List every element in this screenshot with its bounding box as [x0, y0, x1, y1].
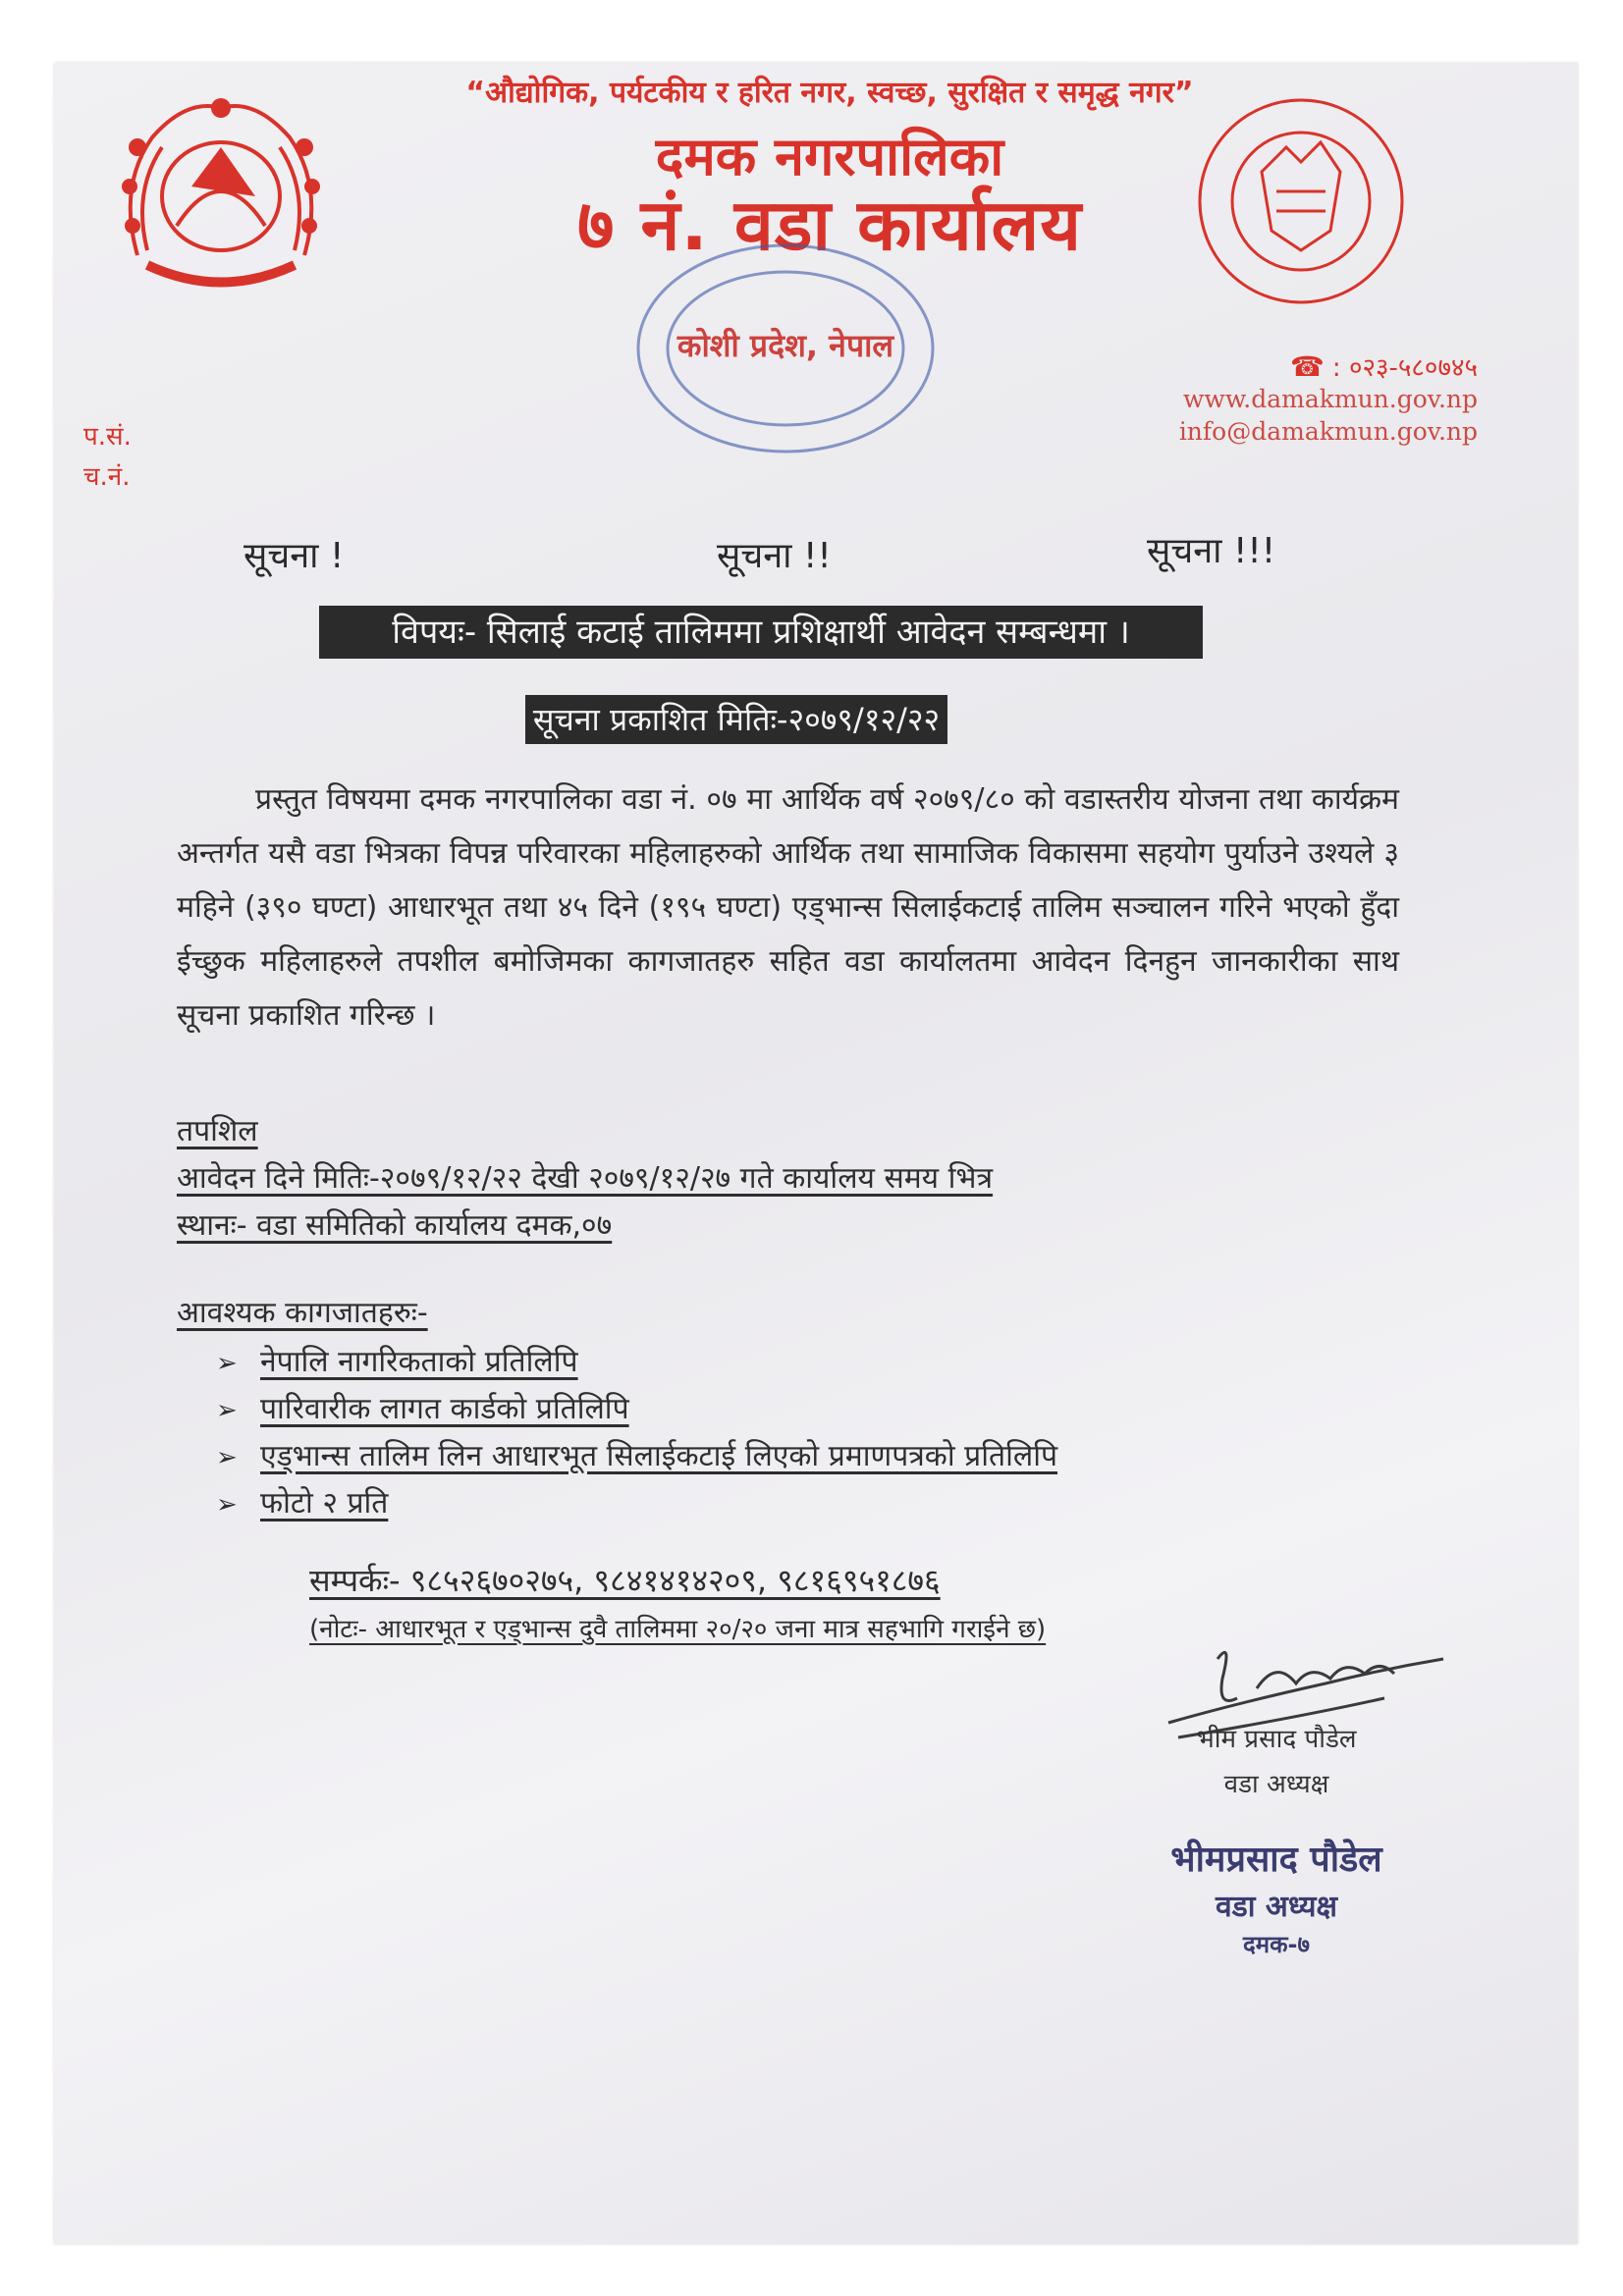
list-item: ➢ नेपालि नागरिकताको प्रतिलिपि [216, 1345, 578, 1379]
list-item: ➢ पारिवारीक लागत कार्डको प्रतिलिपि [216, 1392, 629, 1426]
notice-body: प्रस्तुत विषयमा दमक नगरपालिका वडा नं. ०७ मा आर्थिक वर्ष २०७९/८० को वडास्तरीय योजना तथा कार्यक्रम अन्तर्गत यसै वडा भित्रका विपन्न परिवारका महिलाहरुको आर्थिक तथा सामाजिक विकासमा सहयोग पुर्याउने उश्यले ३ महिने (३९० घण्टा) आधारभूत तथा ४५ दिने (१९५ घण्टा) एड्भान्स सिलाईकटाई तालिम सञ्चालन गरिने भएको हुँदा ईच्छुक महिलाहरुले तपशील बमोजिमका कागजातहरु सहित वडा कार्यालतमा आवेदन दिनहुन जानकारीका साथ सूचना प्रकाशित गरिन्छ । [177, 782, 1399, 1033]
damak-municipality-logo-icon [1193, 93, 1409, 309]
stamp-signer-name: भीमप्रसाद पौडेल [1170, 1840, 1382, 1880]
contact-numbers: सम्पर्कः- ९८५२६७०२७५, ९८४१४१४२०९, ९८१६९५१८७६ [309, 1562, 941, 1599]
reference-number-label: प.सं. [83, 422, 132, 452]
list-item: ➢ फोटो २ प्रति [216, 1486, 389, 1521]
dispatch-number-label: च.नं. [83, 462, 131, 492]
details-heading: तपशिल [177, 1114, 258, 1148]
subject-line: विपयः- सिलाई कटाई तालिममा प्रशिक्षार्थी आवेदन सम्बन्धमा । [319, 606, 1203, 659]
documents-heading: आवश्यक कागजातहरुः- [177, 1296, 428, 1330]
arrow-bullet-icon: ➢ [216, 1443, 238, 1472]
ward-office-title: ७ नं. वडा कार्यालय [576, 184, 1083, 266]
stamp-place: दमक-७ [1243, 1931, 1310, 1958]
published-date: सूचना प्रकाशित मितिः-२०७९/१२/२२ [525, 695, 947, 744]
signer-title: वडा अध्यक्ष [1223, 1770, 1329, 1799]
notice-label-1: सूचना ! [243, 536, 345, 576]
phone-value: ०२३-५८०७४५ [1348, 353, 1478, 383]
nepal-emblem-icon [108, 79, 334, 304]
arrow-bullet-icon: ➢ [216, 1396, 238, 1425]
email-link[interactable]: info@damakmun.gov.np [1178, 417, 1478, 446]
list-item: ➢ एड्भान्स तालिम लिन आधारभूत सिलाईकटाई लिएको प्रमाणपत्रको प्रतिलिपि [216, 1439, 1058, 1473]
municipality-name: दमक नगरपालिका [655, 126, 1004, 187]
notice-label-2: सूचना !! [717, 536, 832, 576]
signer-name: भीम प्रसाद पौडेल [1196, 1725, 1357, 1754]
participation-note: (नोटः- आधारभूत र एड्भान्स दुवै तालिममा २०/२० जना मात्र सहभागि गराईने छ) [309, 1615, 1047, 1644]
seal-province-text: कोशी प्रदेश, नेपाल [676, 327, 894, 364]
phone-number: ☎ : ०२३-५८०७४५ [1290, 350, 1478, 383]
website-link[interactable]: www.damakmun.gov.np [1183, 385, 1478, 413]
stamp-signer-title: वडा अध्यक्ष [1215, 1890, 1338, 1924]
arrow-bullet-icon: ➢ [216, 1490, 238, 1520]
application-location: स्थानः- वडा समितिको कार्यालय दमक,०७ [177, 1208, 613, 1243]
municipal-motto: “औद्योगिक, पर्यटकीय र हरित नगर, स्वच्छ, सुरक्षित र समृद्ध नगर” [465, 76, 1194, 110]
telephone-icon: ☎ [1290, 350, 1325, 383]
notice-label-3: सूचना !!! [1147, 531, 1276, 571]
arrow-bullet-icon: ➢ [216, 1349, 238, 1378]
application-period: आवेदन दिने मितिः-२०७९/१२/२२ देखी २०७९/१२/२७ गते कार्यालय समय भित्र [177, 1161, 994, 1196]
